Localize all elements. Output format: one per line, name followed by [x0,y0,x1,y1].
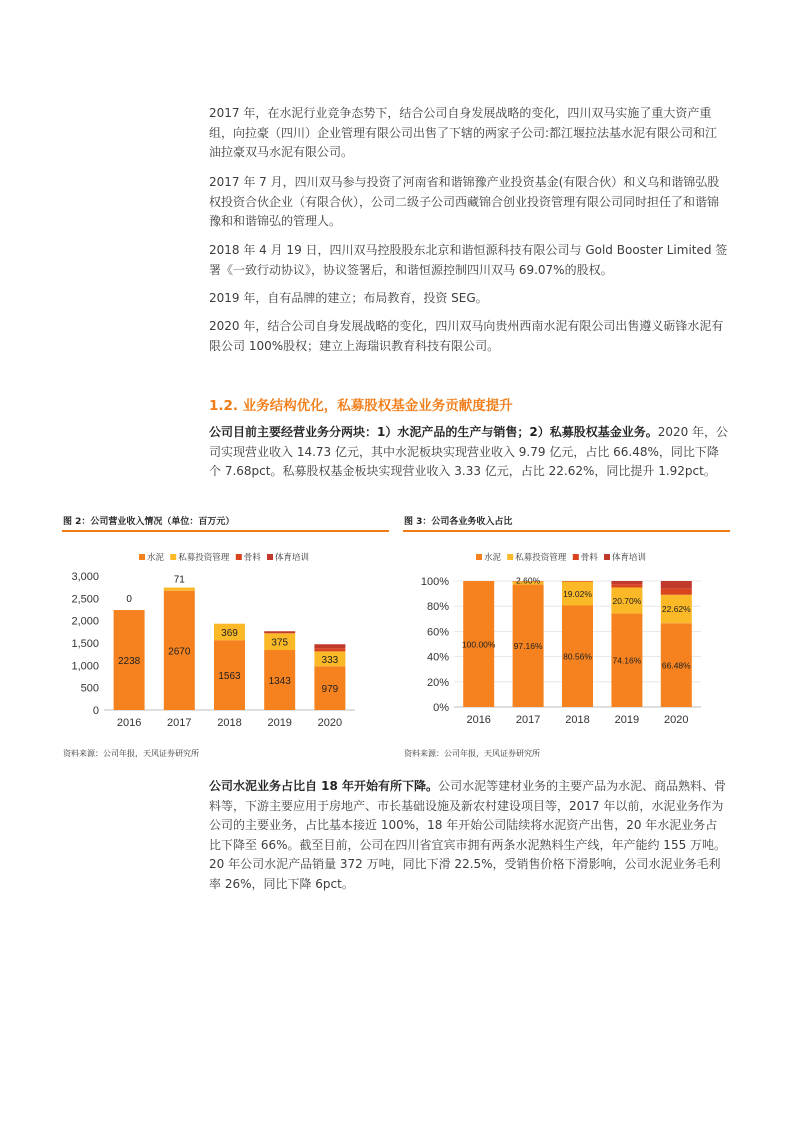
paragraph-cement-business [209,777,729,894]
paragraph-business-structure [209,423,729,482]
bar-segment-2 [314,648,345,651]
y-tick-label: 2,500 [71,593,99,606]
data-label: 0 [126,594,132,606]
x-tick-label: 2016 [116,717,142,729]
legend-swatch-0 [476,554,482,560]
paragraph2-lead-bold: 公司水泥业务占比自 18 年开始有所下降。 [209,779,439,793]
legend-label-0: 水泥 [147,552,165,562]
y-tick-label: 60% [426,626,449,639]
data-label: 80.56% [563,651,592,662]
data-label: 97.16% [513,641,543,652]
data-label: 71 [173,574,185,586]
paragraph-2018-agreement: 2018 年 4 月 19 日，四川双马控股股东北京和谐恒源科技有限公司与 Gold Booster Limited 签署《一致行动协议》，协议签署后，和谐恒源控制四川双马 69.07%的股权。 [209,243,728,277]
data-label: 2670 [168,646,191,658]
bar-segment-3 [611,581,642,584]
x-tick-label: 2019 [614,714,640,726]
legend-label-3: 体育培训 [612,552,647,562]
figure2-title: 图 2：公司营业收入情况（单位：百万元） [63,517,235,527]
figure3-source: 资料来源：公司年报，天风证券研究所 [404,749,540,758]
bar-segment-1 [164,588,195,591]
figure2-rule [62,530,389,532]
data-label: 20.70% [612,595,642,606]
legend-swatch-1 [170,554,176,560]
y-tick-label: 500 [80,682,99,695]
legend-swatch-3 [604,554,610,560]
data-label: 22.62% [661,604,691,615]
data-label: 66.48% [661,660,691,671]
y-tick-label: 40% [426,651,449,664]
figure3-title: 图 3：公司各业务收入占比 [404,517,513,527]
legend-label-1: 私募投资管理 [515,552,567,562]
x-tick-label: 2018 [565,714,590,726]
data-label: 979 [321,684,339,696]
legend-label-1: 私募投资管理 [178,552,230,562]
legend-swatch-1 [507,554,513,560]
x-tick-label: 2019 [267,717,292,729]
data-label: 1563 [218,671,241,683]
paragraph-body: 2020 年，公司实现营业收入 14.73 亿元，其中水泥板块实现营业收入 9.79 亿元，占比 66.48%，同比下降个 7.68pct。私募股权基金板块实现营业收入 3.33 亿元，占比 22.62%，同比提升 1.92pct。 [209,425,729,478]
figure2-source: 资料来源：公司年报，天风证券研究所 [63,749,199,758]
y-tick-label: 20% [426,676,449,689]
x-tick-label: 2017 [515,714,541,726]
legend-label-3: 体育培训 [275,552,310,562]
data-label: 2.60% [516,575,541,586]
legend-swatch-0 [139,554,145,560]
bar-segment-2 [661,589,692,595]
y-tick-label: 0 [92,705,99,717]
section-heading: 1.2. 业务结构优化，私募股权基金业务贡献度提升 [209,398,513,414]
legend-label-0: 水泥 [484,552,502,562]
revenue-chart [55,538,395,748]
legend-swatch-2 [573,554,579,560]
figure3-rule [403,530,730,532]
x-tick-label: 2018 [217,717,242,729]
bar-segment-2 [611,584,642,587]
data-label: 74.16% [612,655,642,666]
data-label: 100.00% [461,639,496,650]
y-tick-label: 2,000 [71,615,99,628]
data-label: 2238 [117,656,141,668]
x-tick-label: 2017 [167,717,192,729]
y-tick-label: 3,000 [71,571,99,583]
y-tick-label: 100% [420,576,449,588]
y-tick-label: 80% [426,601,449,614]
y-tick-label: 1,500 [71,638,99,650]
data-label: 369 [221,627,238,639]
bar-segment-3 [264,631,295,633]
x-tick-label: 2020 [664,714,689,726]
paragraph2-body: 公司水泥等建材业务的主要产品为水泥、商品熟料、骨料等，下游主要应用于房地产、市长基础设施及新农村建设项目等，2017 年以前，水泥业务作为公司的主要业务，占比基本接近 100%，18 年开始公司陆续将水泥资产出售，20 年水泥业务占比下降至 66%。截至目前，公司在四川省宜宾市拥有两条水泥熟料生产线，年产能约 155 万吨。20 年公司水泥产品销量 372 万吨，同比下滑 22.5%，受销售价格下滑影响，公司水泥业务毛利率 26%，同比下降 6pct。 [209,779,727,891]
legend-label-2: 骨料 [243,552,261,562]
x-tick-label: 2016 [466,714,491,726]
y-tick-label: 0% [433,702,449,714]
paragraph-2017-investment: 2017 年 7 月，四川双马参与投资了河南省和谐锦豫产业投资基金(有限合伙）和义乌和谐锦弘股权投资合伙企业（有限合伙），公司二级子公司西藏锦合创业投资管理有限公司同时担任了和谐锦豫和和谐锦弘的管理人。 [209,175,720,228]
paragraph-lead-bold: 公司目前主要经营业务分两块：1）水泥产品的生产与销售；2）私募股权基金业务。 [209,425,658,439]
bar-segment-3 [661,581,692,589]
paragraph-2017-restructure: 2017 年，在水泥行业竞争态势下，结合公司自身发展战略的变化，四川双马实施了重大资产重组，向拉豪（四川）企业管理有限公司出售了下辖的两家子公司:都江堰拉法基水泥有限公司和江油拉豪双马水泥有限公司。 [209,106,718,159]
bar-segment-3 [314,644,345,648]
legend-label-2: 骨料 [580,552,598,562]
paragraph-2020: 2020 年，结合公司自身发展战略的变化，四川双马向贵州西南水泥有限公司出售遵义砺锋水泥有限公司 100%股权；建立上海瑞识教育科技有限公司。 [209,319,724,353]
paragraph-2019: 2019 年，自有品牌的建立；布局教育，投资 SEG。 [209,291,488,305]
y-tick-label: 1,000 [71,660,99,673]
revenue-share-chart [398,538,738,748]
data-label: 333 [321,654,339,666]
data-label: 1343 [268,676,291,688]
x-tick-label: 2020 [317,717,343,729]
legend-swatch-2 [236,554,242,560]
data-label: 19.02% [563,588,592,599]
bar-segment-2 [562,581,593,582]
legend-swatch-3 [267,554,273,560]
data-label: 375 [271,637,289,649]
